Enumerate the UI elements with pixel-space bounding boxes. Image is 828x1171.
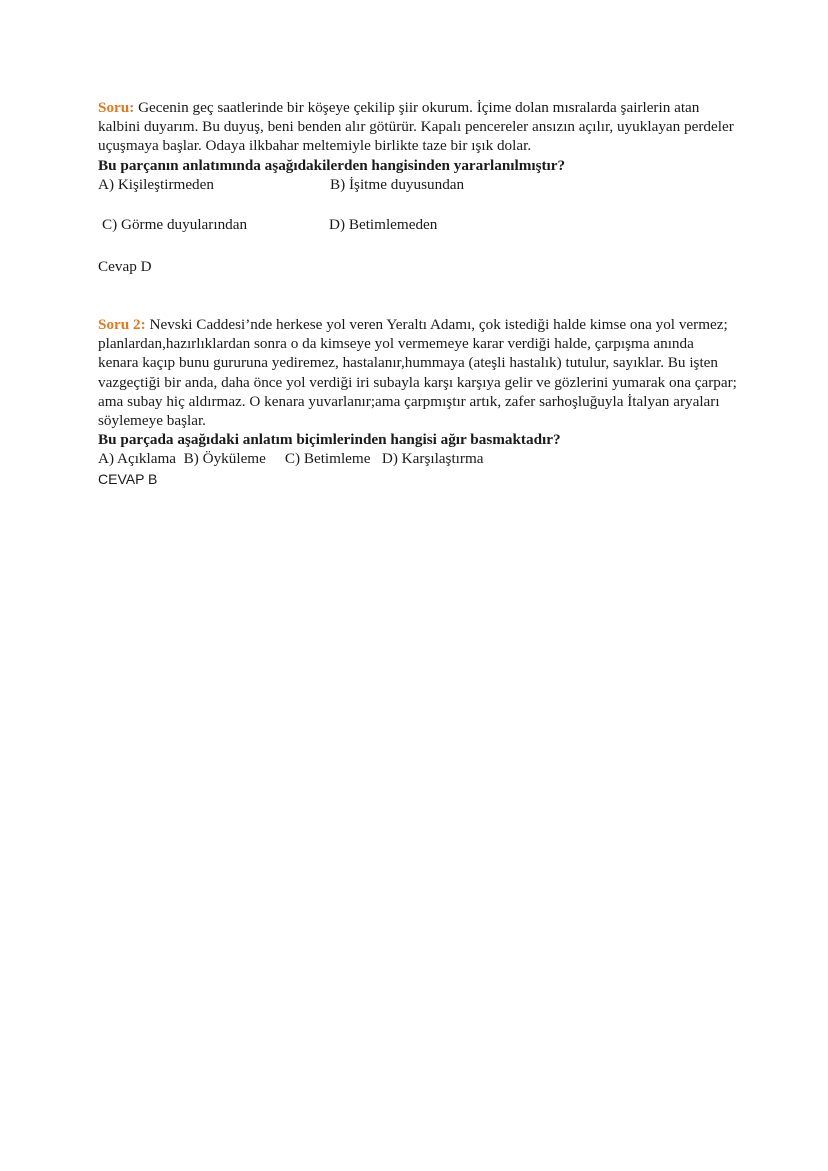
question-1-label: Soru: [98,99,135,116]
question-2-text: Nevski Caddesi’nde herkese yol veren Yeraltı Adamı, çok istediği halde kimse ona yol vermez; planlardan,hazırlıklardan sonra o da kimseye yol vermemeye karar verdiği halde, çarpışma anında kenara kaçıp bunu gururuna yediremez, hastalanır,hummaya (ateşli hastalık) tutulur, sayıklar. Bu işten vazgeçtiği bir anda, daha önce yol verdiği iri subayla karşı karşıya gelir ve gözlerini yumarak ona çarpar; ama subay hiç aldırmaz. O kenara yuvarlanır;ama çarpmıştır artık, zafer sarhoşluğuyla İtalyan aryaları söylemeye başlar. [98,316,737,430]
question-1-option-d: D) Betimlemeden [329,216,438,233]
question-2-paragraph [98,315,738,430]
question-1-prompt: Bu parçanın anlatımında aşağıdakilerden hangisinden yararlanılmıştır? [98,156,566,174]
question-2-options: A) Açıklama B) Öyküleme C) Betimleme D) Karşılaştırma [98,450,484,468]
question-1-option-b: B) İşitme duyusundan [330,176,465,193]
question-1-answer: Cevap D [98,258,152,275]
question-2-label: Soru 2: [98,316,146,333]
question-1 [98,98,738,175]
question-1-option-a: A) Kişileştirmeden [98,176,214,193]
question-1-paragraph [98,98,738,156]
question-2-prompt: Bu parçada aşağıdaki anlatım biçimlerinden hangisi ağır basmaktadır? [98,431,561,449]
question-2-answer: CEVAP B [98,471,158,487]
question-1-option-c: C) Görme duyularından [102,216,248,233]
question-1-text: Gecenin geç saatlerinde bir köşeye çekilip şiir okurum. İçime dolan mısralarda şairlerin atan kalbini duyarım. Bu duyuş, beni benden alır götürür. Kapalı pencereler ansızın açılır, uyuklayan perdeler uçuşmaya başlar. Odaya ilkbahar meltemiyle birlikte taze bir ışık dolar. [98,99,734,155]
question-2 [98,315,738,469]
